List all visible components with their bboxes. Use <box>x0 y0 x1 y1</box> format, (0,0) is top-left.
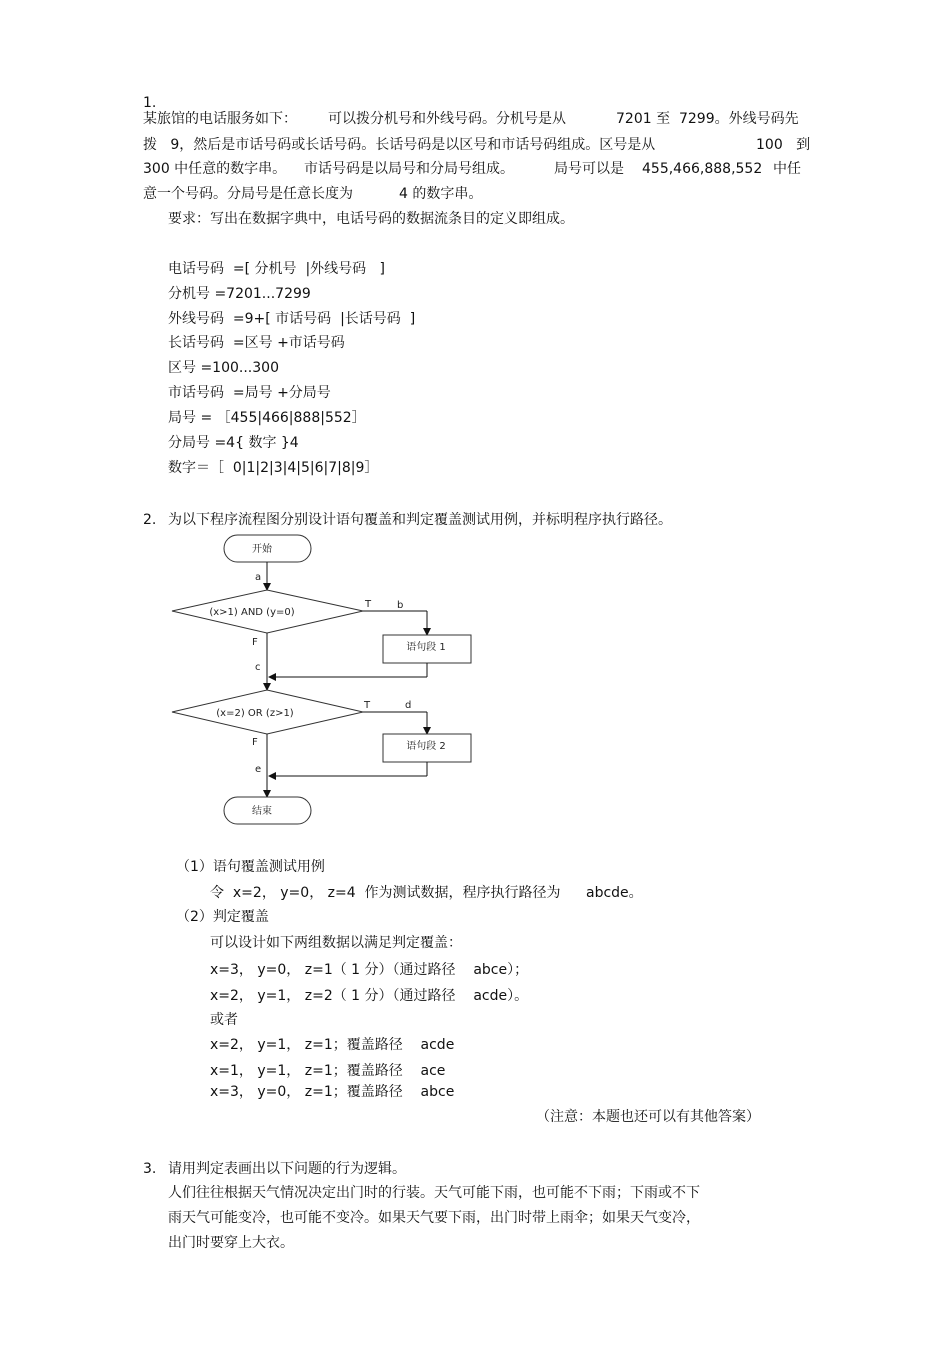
q2-decision-case: x=1， y=1， z=1；覆盖路径 ace <box>210 1063 446 1079</box>
q2-decision-coverage-intro: 可以设计如下两组数据以满足判定覆盖： <box>210 935 462 951</box>
q2-or-text: 或者 <box>210 1012 238 1028</box>
decision-1-label: (x>1) AND (y=0) <box>209 607 295 618</box>
true-label-2: T <box>364 700 371 711</box>
q1-text-line3c: 局号可以是 <box>554 161 624 177</box>
q1-def-outside: 外线号码 =9+[ 市话号码 |长话号码 ] <box>168 311 416 327</box>
q1-text-line3b: 市话号码是以局号和分局号组成。 <box>304 161 514 177</box>
false-label-2: F <box>252 737 258 748</box>
q1-number: 1. <box>143 95 157 111</box>
q2-number: 2. <box>143 512 157 528</box>
q1-text-line1a: 某旅馆的电话服务如下： <box>143 111 297 127</box>
path-label-e: e <box>255 764 262 775</box>
q1-def-office: 局号 = ［455|466|888|552］ <box>168 410 366 426</box>
end-label: 结束 <box>252 806 272 817</box>
path-label-b: b <box>397 600 404 611</box>
q1-text-line3a: 300 中任意的数字串。 <box>143 161 287 177</box>
q1-text-line3d: 455,466,888,552 <box>642 161 763 177</box>
q2-statement-coverage-title: （1）语句覆盖测试用例 <box>176 859 325 875</box>
statement-1-label: 语句段 1 <box>406 642 446 653</box>
q1-def-phone: 电话号码 =[ 分机号 |外线号码 ] <box>168 261 385 277</box>
q2-statement-coverage-path: abcde。 <box>586 885 643 901</box>
path-label-d: d <box>405 700 412 711</box>
q2-note: （注意：本题也还可以有其他答案） <box>536 1109 760 1125</box>
q2-decision-case: x=2， y=1， z=1；覆盖路径 acde <box>210 1037 455 1053</box>
q2-title: 为以下程序流程图分别设计语句覆盖和判定覆盖测试用例，并标明程序执行路径。 <box>168 512 672 528</box>
q3-text-line: 雨天气可能变冷，也可能不变冷。如果天气要下雨，出门时带上雨伞；如果天气变冷， <box>168 1210 700 1226</box>
q3-title: 请用判定表画出以下问题的行为逻辑。 <box>168 1161 406 1177</box>
statement-2-label: 语句段 2 <box>406 741 446 752</box>
q3-text-line: 人们往往根据天气情况决定出门时的行装。天气可能下雨，也可能不下雨；下雨或不下 <box>168 1185 700 1201</box>
q1-def-extension: 分机号 =7201...7299 <box>168 286 311 302</box>
q1-requirement: 要求：写出在数据字典中，电话号码的数据流条目的定义即组成。 <box>168 211 574 227</box>
q1-text-line2b: 100 到 <box>756 137 811 153</box>
q2-statement-coverage-case: 令 x=2， y=0， z=4 作为测试数据，程序执行路径为 <box>210 885 561 901</box>
q1-text-line1b: 可以拨分机号和外线号码。分机号是从 <box>328 111 566 127</box>
q1-text-line1c: 7201 至 7299。外线号码先 <box>616 111 799 127</box>
q2-decision-case: x=3， y=0， z=1（ 1 分）（通过路径 abce）； <box>210 962 529 978</box>
true-label-1: T <box>365 599 372 610</box>
q1-def-local: 市话号码 =局号 +分局号 <box>168 385 331 401</box>
q1-def-area-code: 区号 =100...300 <box>168 360 279 376</box>
decision-2-label: (x=2) OR (z>1) <box>216 708 294 719</box>
false-label-1: F <box>252 637 258 648</box>
path-label-c: c <box>255 662 261 673</box>
q1-def-long-distance: 长话号码 =区号 +市话号码 <box>168 335 345 351</box>
q2-decision-case: x=3， y=0， z=1；覆盖路径 abce <box>210 1084 455 1100</box>
q1-text-line3e: 中任 <box>773 161 801 177</box>
q1-text-line4a: 意一个号码。分局号是任意长度为 <box>143 186 353 202</box>
q2-decision-coverage-title: （2）判定覆盖 <box>176 909 269 925</box>
q1-def-digit: 数字＝［ 0|1|2|3|4|5|6|7|8|9］ <box>168 460 379 476</box>
q1-text-line4b: 4 的数字串。 <box>399 186 483 202</box>
start-label: 开始 <box>252 544 272 555</box>
q2-decision-case: x=2， y=1， z=2（ 1 分）（通过路径 acde）。 <box>210 988 529 1004</box>
q1-text-line2a: 拨 9，然后是市话号码或长话号码。长话号码是以区号和市话号码组成。区号是从 <box>143 137 656 153</box>
path-label-a: a <box>255 572 262 583</box>
q1-def-sub-office: 分局号 =4{ 数字 }4 <box>168 435 299 451</box>
q3-number: 3. <box>143 1161 157 1177</box>
q3-text-line: 出门时要穿上大衣。 <box>168 1235 294 1251</box>
